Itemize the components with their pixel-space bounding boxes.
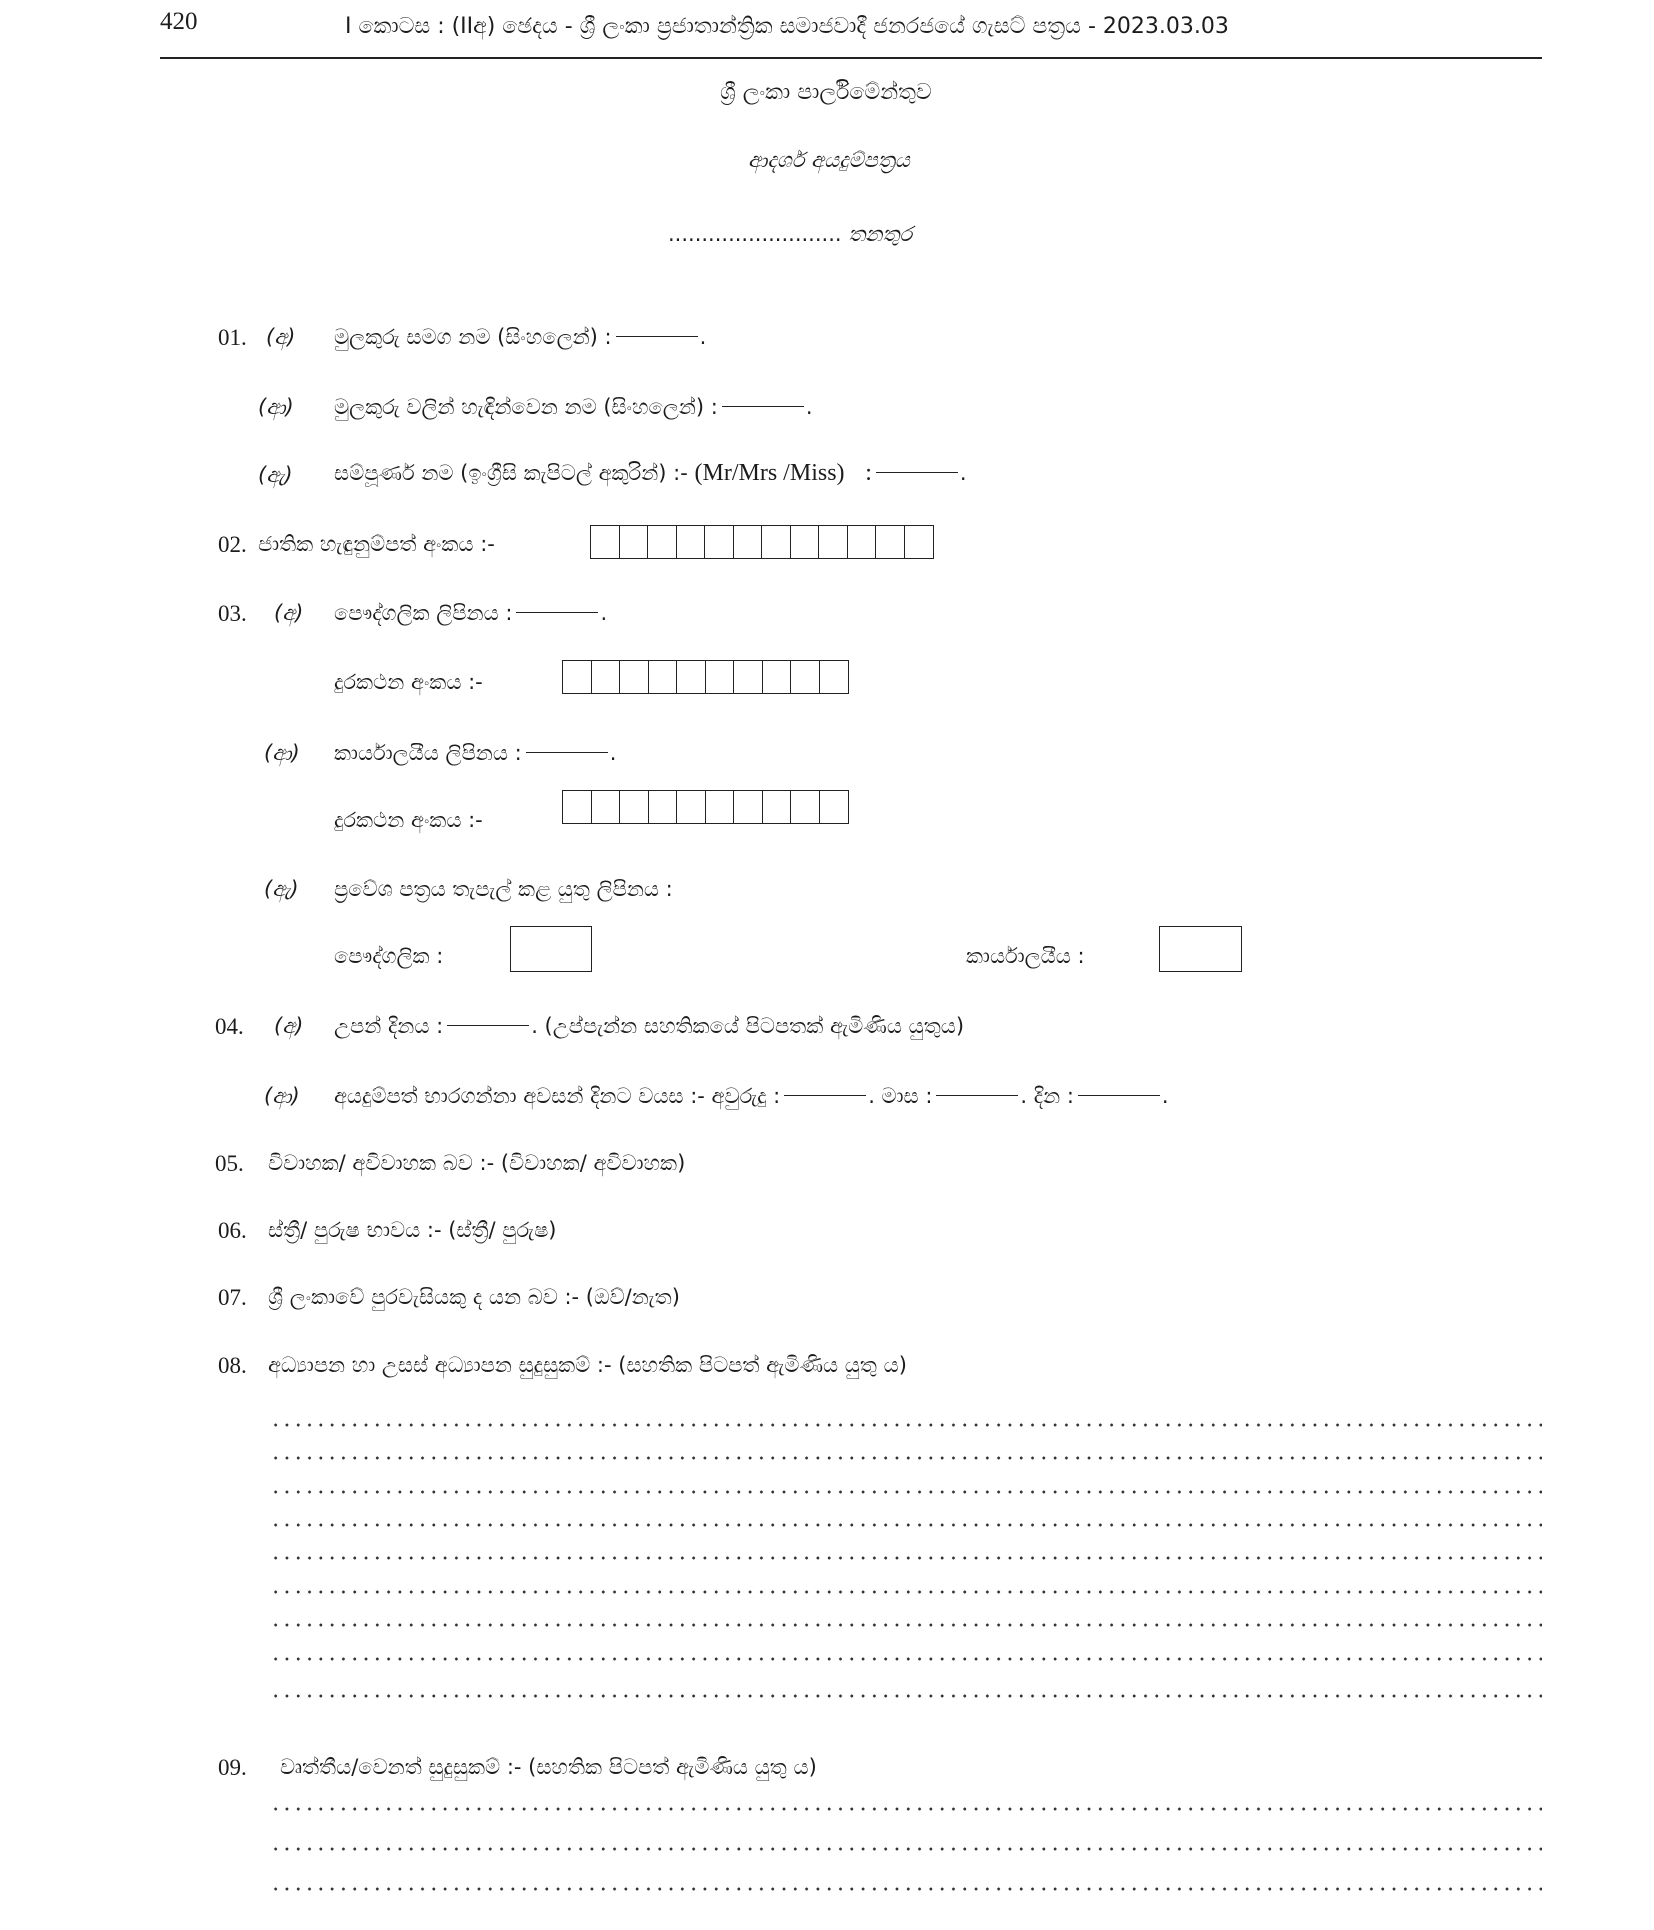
q08-dotted-line[interactable] [270, 1694, 1542, 1698]
q04-a-text: උපන් දිනය : [334, 1014, 444, 1038]
q08-dotted-line[interactable] [270, 1556, 1542, 1560]
phone-cell[interactable] [649, 791, 678, 823]
q09-dotted-line[interactable] [270, 1847, 1542, 1851]
q02-number: 02. [218, 532, 247, 557]
q03-a-label: (අ) [274, 601, 304, 625]
q05-number: 05. [215, 1151, 244, 1176]
nic-cell[interactable] [791, 526, 820, 558]
q04-aa-field [334, 1084, 1169, 1109]
q01-aa-field [334, 395, 813, 420]
position-label: තනතුර [848, 222, 913, 246]
age-months-blank[interactable] [936, 1095, 1018, 1096]
q01-a-label: (අ) [266, 325, 296, 349]
q01-a-blank[interactable] [616, 336, 698, 337]
q03-a-blank[interactable] [516, 612, 598, 613]
nic-cell[interactable] [905, 526, 934, 558]
q01-ae-titles: (Mr/Mrs /Miss) [694, 460, 845, 486]
nic-cell[interactable] [677, 526, 706, 558]
phone-cell[interactable] [734, 791, 763, 823]
q01-ae-blank[interactable] [876, 472, 958, 473]
personal-phone-boxes[interactable] [562, 660, 849, 694]
q08-dotted-line[interactable] [270, 1423, 1542, 1427]
phone-cell[interactable] [649, 661, 678, 693]
q08-dotted-line[interactable] [270, 1490, 1542, 1494]
phone-cell[interactable] [620, 791, 649, 823]
personal-address-label: පෞද්ගලික : [334, 944, 444, 968]
q03-a-stop: . [600, 601, 608, 625]
position-dots: .......................... [668, 222, 842, 246]
q08-dotted-line[interactable] [270, 1590, 1542, 1594]
q01-aa-blank[interactable] [722, 406, 804, 407]
nic-cell[interactable] [848, 526, 877, 558]
q04-aa-month: . මාස : [868, 1084, 933, 1108]
q01-ae-field [334, 460, 967, 487]
q08-number: 08. [218, 1353, 247, 1378]
q02-text: ජාතික හැඳුනුම්පත් අංකය :- [258, 532, 495, 556]
form-title: ආදර්ශ අයදුම්පත්‍රය [748, 148, 910, 172]
q04-aa-text: අයදුම්පත් භාරගන්නා අවසන් දිනට වයස :- අවුරුදු : [334, 1084, 781, 1108]
personal-address-checkbox[interactable] [510, 926, 592, 972]
phone-cell[interactable] [706, 661, 735, 693]
q04-aa-stop: . [1161, 1084, 1169, 1108]
q06-number: 06. [218, 1218, 247, 1243]
phone-cell[interactable] [763, 791, 792, 823]
nic-cell[interactable] [620, 526, 649, 558]
office-address-label: කාර්යාලයීය : [966, 944, 1085, 968]
q08-dotted-line[interactable] [270, 1456, 1542, 1460]
q04-aa-label: (ආ) [264, 1084, 300, 1108]
q04-aa-day: . දින : [1020, 1084, 1074, 1108]
phone-cell[interactable] [820, 661, 849, 693]
q03-aa-text: කාර්යාලයීය ලිපිනය : [334, 741, 522, 765]
nic-number-boxes[interactable] [590, 525, 934, 559]
phone-cell[interactable] [563, 661, 592, 693]
q09-dotted-line[interactable] [270, 1887, 1542, 1891]
header-rule [160, 57, 1542, 59]
org-title: ශ්‍රී ලංකා පාර්ලිමේන්තුව [720, 80, 932, 105]
q03-aa-field [334, 741, 616, 766]
q08-dotted-line[interactable] [270, 1523, 1542, 1527]
phone-cell[interactable] [791, 661, 820, 693]
nic-cell[interactable] [819, 526, 848, 558]
q03-aa-phone-label: දුරකථන අංකය :- [334, 808, 483, 832]
q01-number: 01. [218, 325, 247, 350]
q01-ae-colon: : [865, 460, 872, 486]
q01-a-text: මුලකුරු සමග නම (සිංහලෙන්) : [334, 325, 612, 349]
phone-cell[interactable] [620, 661, 649, 693]
page-number: 420 [160, 8, 198, 35]
gazette-header: I කොටස : (IIඅ) ඡෙදය - ශ්‍රී ලංකා ප්‍රජාතාන්ත්‍රික සමාජවාදී ජනරජයේ ගැසට් පත්‍රය - 2023.03.03 [345, 14, 1229, 39]
q09-text: වෘත්තීය/වෙනත් සුදුසුකම් :- (සහතික පිටපත් ඇමිණිය යුතු ය) [280, 1755, 817, 1779]
q04-a-field [334, 1014, 964, 1039]
phone-cell[interactable] [563, 791, 592, 823]
q03-number: 03. [218, 601, 247, 626]
phone-cell[interactable] [677, 791, 706, 823]
q03-a-phone-label: දුරකථන අංකය :- [334, 670, 483, 694]
office-address-checkbox[interactable] [1159, 926, 1242, 972]
nic-cell[interactable] [648, 526, 677, 558]
q01-ae-label: (ඇ) [258, 463, 293, 487]
nic-cell[interactable] [876, 526, 905, 558]
q03-a-text: පෞද්ගලික ලිපිනය : [334, 601, 513, 625]
nic-cell[interactable] [591, 526, 620, 558]
age-years-blank[interactable] [784, 1095, 866, 1096]
q08-dotted-line[interactable] [270, 1657, 1542, 1661]
q03-aa-stop: . [609, 741, 617, 765]
q03-ae-label: (ඇ) [264, 877, 299, 901]
q04-number: 04. [215, 1014, 244, 1039]
nic-cell[interactable] [705, 526, 734, 558]
q01-aa-stop: . [805, 395, 813, 419]
phone-cell[interactable] [734, 661, 763, 693]
q07-number: 07. [218, 1285, 247, 1310]
position-line [668, 222, 912, 247]
q01-aa-text: මුලකුරු වලින් හැඳින්වෙන නම (සිංහලෙන්) : [334, 395, 718, 419]
q07-text: ශ්‍රී ලංකාවේ පුරවැසියකු ද යන බව :- (ඔව්/නැත) [268, 1285, 680, 1309]
nic-cell[interactable] [762, 526, 791, 558]
phone-cell[interactable] [677, 661, 706, 693]
q01-a-field [334, 325, 706, 350]
q05-text: විවාහක/ අවිවාහක බව :- (විවාහක/ අවිවාහක) [268, 1151, 686, 1175]
office-phone-boxes[interactable] [562, 790, 849, 824]
phone-cell[interactable] [791, 791, 820, 823]
phone-cell[interactable] [592, 791, 621, 823]
age-days-blank[interactable] [1078, 1095, 1160, 1096]
phone-cell[interactable] [592, 661, 621, 693]
phone-cell[interactable] [763, 661, 792, 693]
q06-text: ස්ත්‍රී/ පුරුෂ භාවය :- (ස්ත්‍රී/ පුරුෂ) [268, 1218, 557, 1242]
q04-a-label: (අ) [274, 1014, 304, 1038]
q09-dotted-line[interactable] [270, 1807, 1542, 1811]
q03-aa-label: (ආ) [264, 741, 300, 765]
q03-a-field [334, 601, 607, 626]
dob-blank[interactable] [447, 1025, 529, 1026]
nic-cell[interactable] [734, 526, 763, 558]
q04-a-note: . (උප්පැන්න සහතිකයේ පිටපතක් ඇමිණිය යුතුය) [531, 1014, 965, 1038]
q01-ae-text: සම්පූර්ණ නම (ඉංග්‍රීසි කැපිටල් අකුරින්) :- [334, 461, 688, 485]
q08-text: අධ්‍යාපන හා උසස් අධ්‍යාපන සුදුසුකම් :- (සහතික පිටපත් ඇමිණිය යුතු ය) [268, 1353, 907, 1377]
q01-ae-stop: . [959, 461, 967, 485]
q03-ae-text: ප්‍රවේශ පත්‍රය තැපැල් කළ යුතු ලිපිනය : [334, 877, 673, 901]
q01-aa-label: (ආ) [258, 395, 294, 419]
q03-aa-blank[interactable] [526, 752, 608, 753]
q09-number: 09. [218, 1755, 247, 1780]
q01-a-stop: . [699, 325, 707, 349]
phone-cell[interactable] [820, 791, 849, 823]
q08-dotted-line[interactable] [270, 1623, 1542, 1627]
phone-cell[interactable] [706, 791, 735, 823]
